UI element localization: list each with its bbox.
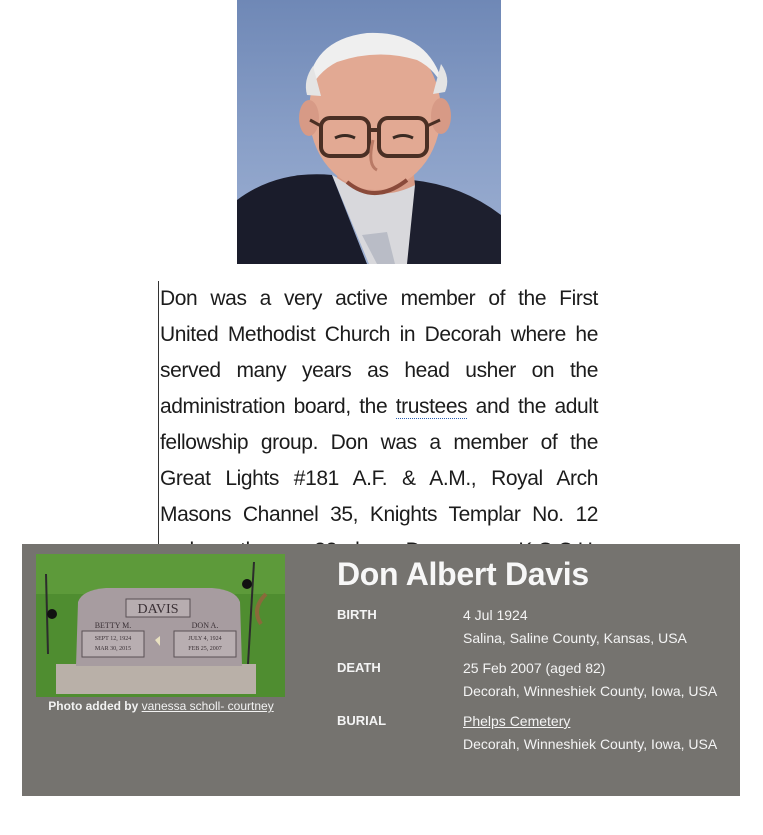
- trustees-link[interactable]: trustees: [395, 395, 468, 418]
- portrait-illustration: [237, 0, 501, 264]
- death-place: Decorah, Winneshiek County, Iowa, USA: [463, 683, 718, 699]
- cemetery-link[interactable]: Phelps Cemetery: [463, 713, 571, 729]
- headstone-right-name: DON A.: [191, 621, 219, 630]
- headstone-right-date-2: FEB 25, 2007: [188, 646, 222, 652]
- headstone-surname: DAVIS: [137, 602, 179, 617]
- birth-place: Salina, Saline County, Kansas, USA: [463, 630, 687, 646]
- birth-date: 4 Jul 1924: [463, 607, 528, 623]
- headstone-left-date-2: MAR 30, 2015: [94, 646, 132, 652]
- photo-credit-prefix: Photo added by: [48, 699, 139, 713]
- birth-label: BIRTH: [337, 607, 377, 622]
- headstone-left-date-1: SEPT 12, 1924: [94, 636, 132, 642]
- biography-part-1: Don was a very active member of the First United Methodist Church in Decorah where he served many years as head usher on the administration board, the: [160, 287, 598, 418]
- photo-contributor-link[interactable]: vanessa scholl- courtney: [141, 699, 274, 713]
- gravestone-photo[interactable]: [36, 554, 285, 697]
- memorial-name: Don Albert Davis: [337, 556, 589, 592]
- portrait-photo: [237, 0, 501, 264]
- gravestone-illustration: [36, 554, 285, 697]
- memorial-panel: [22, 544, 740, 796]
- burial-label: BURIAL: [337, 713, 387, 728]
- biography-part-2: and the adult fellowship group. Don was a member of the Great Lights #181 A.F. & A.M., Royal Arch Masons Channel 35, Knights Templar No. 12: [160, 395, 598, 526]
- burial-place: Decorah, Winneshiek County, Iowa, USA: [463, 736, 718, 752]
- death-label: DEATH: [337, 660, 381, 675]
- headstone-right-date-1: JULY 4, 1924: [188, 636, 222, 642]
- biography-text: [158, 281, 598, 569]
- headstone-left-name: BETTY M.: [94, 621, 132, 630]
- photo-credit: [22, 699, 300, 713]
- death-date: 25 Feb 2007 (aged 82): [463, 660, 606, 676]
